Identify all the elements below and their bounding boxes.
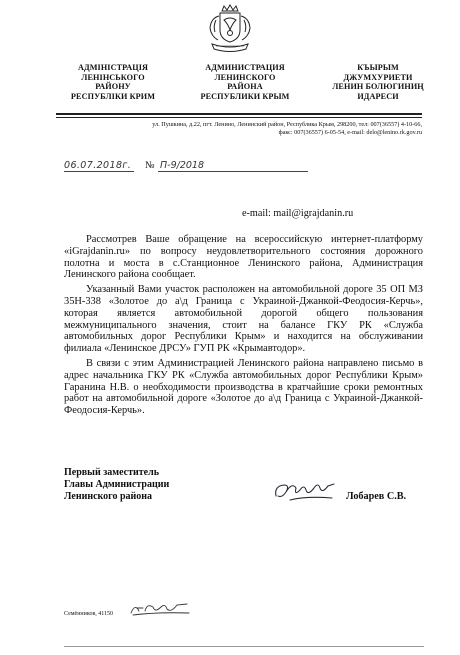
signatory-title-line: Первый заместитель [64,467,159,478]
body-paragraph: Рассмотрев Ваше обращение на всероссийскую интернет-платформу «iGrajdanin.ru» по вопросу неудовлетворительного состояния дорожного полотна и моста в с.Станционное Ленинского района, Администрация Ленинского района сообщает. [64,234,423,281]
header-divider-thin [56,117,422,118]
contact-line: факс: 007(36557) 6-05-54, e-mail: delo@lenino.rk.gov.ru [278,129,422,137]
coat-of-arms-icon [202,2,258,58]
date-underline [64,171,134,172]
signatory-title-line: Ленинского района [64,491,153,502]
footer-line [64,646,424,647]
header-ru-line: РАЙОНА [227,82,263,92]
header-ru-line: АДМИНИСТРАЦИЯ [205,63,285,72]
header-ru-line: РЕСПУБЛИКИ КРЫМ [200,91,290,101]
body-paragraph: В связи с этим Администрацией Ленинского района направлено письмо в адрес начальника ГКУ РК «Служба автомобильных дорог Республики Крым» Гаранина Н.В. о необходимости производства в кратчайшие сроки ремонтных работ на автомобильной дороге «Золотое до а\д Граница с Украиной-Джанкой-Феодосия-Керчь». [64,357,423,417]
body-paragraph: Указанный Вами участок расположен на автомобильной дороге 35 ОП МЗ 35Н-338 «Золотое до а\д Граница с Украиной-Джанкой-Феодосия-Керчь», которая является автомобильной дорогой общего пользования межмуниципального значения, стоит на балансе ГКУ РК «Служба автомобильных дорог Республики Крым» и находится на обслуживании филиала «Ленинское ДРСУ» ГУП РК «Крымавтодор». [64,284,423,355]
handwritten-initials [127,599,193,617]
header-russian [186,63,304,101]
header-ru-line: ЛЕНИНСКОГО [214,72,276,82]
header-crh-line: ЛЕНИН БОЛЮГИНИҢ [332,82,424,92]
header-ua-line: ЛЕНІНСЬКОГО [81,72,145,82]
registration-date: 06.07.2018г. [64,160,132,171]
header-ukrainian [58,63,168,101]
registration-number: П-9/2018 [160,160,204,171]
recipient-email: e-mail: mail@igrajdanin.ru [242,208,354,219]
header-ua-line: РАЙОНУ [95,82,131,92]
header-divider-thick [56,113,422,115]
header-ua-line: АДМІНІСТРАЦІЯ [77,63,149,72]
header-crimean-tatar [318,63,438,101]
address-block [62,121,422,138]
number-label: № [145,160,155,171]
header-ua-line: РЕСПУБЛІКИ КРИМ [70,91,156,101]
header-crh-line: ДЖУМХУРИЕТИ [343,72,413,82]
number-underline [158,171,308,172]
header-crh-line: КЪЫРЫМ [357,63,399,72]
letter-body [64,234,423,420]
signatory-title-line: Главы Администрации [64,479,170,490]
executor-info: Семёнников, 41150 [64,611,114,617]
signatory-name: Лобарев С.В. [346,491,407,502]
header-crh-line: ИДАРЕСИ [357,91,399,101]
address-line: ул. Пушкина, д.22, пгт. Ленино, Ленинский район, Республика Крым, 298200, тел: 007(36557) 4-10-66, [152,121,422,128]
handwritten-signature [270,476,340,506]
signatory-title [64,467,169,503]
